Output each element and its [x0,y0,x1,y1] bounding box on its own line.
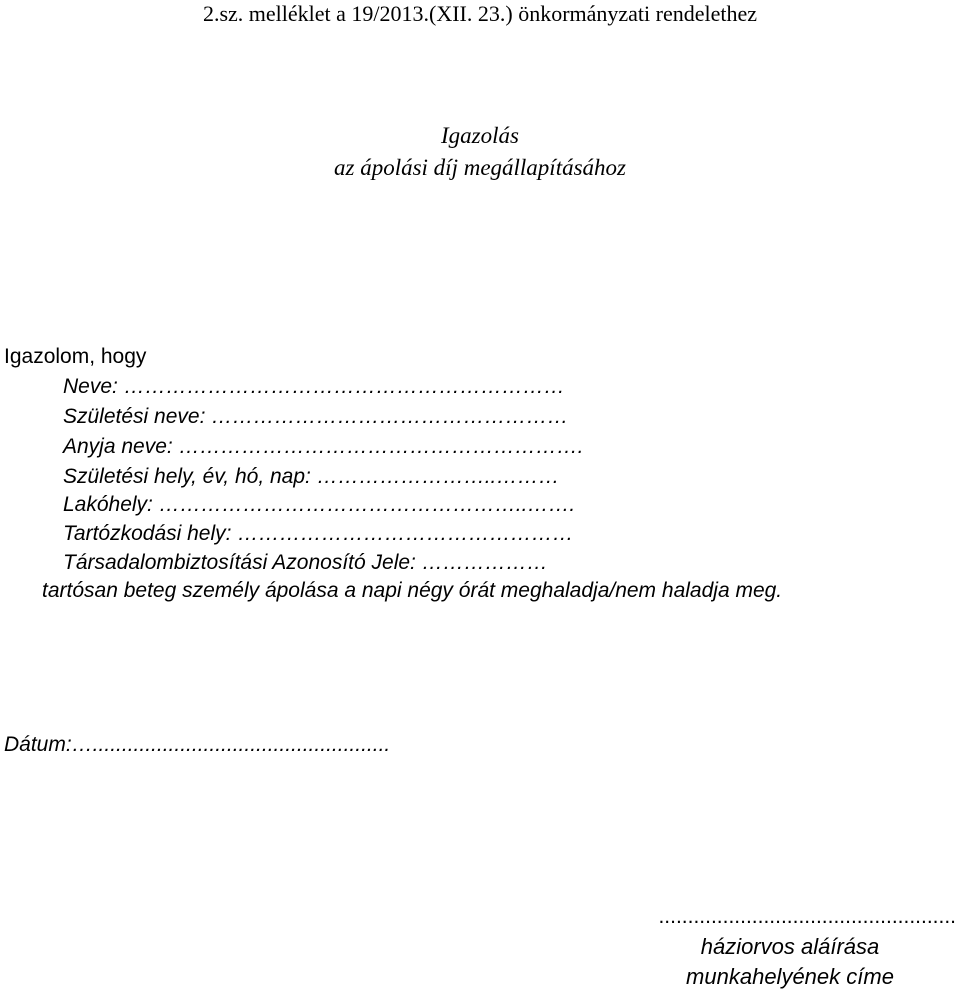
residence-field[interactable]: Lakóhely: ……………………………………………..……. [63,493,576,516]
mother-name-field[interactable]: Anyja neve: …………………………………………………. [63,435,584,458]
workplace-address-label: munkahelyének címe [686,964,894,989]
signature-label: háziorvos aláírása [700,934,880,959]
intro-text: Igazolom, hogy [4,345,147,368]
birth-name-field[interactable]: Születési neve: …………………………………………… [63,405,569,428]
temporary-residence-field[interactable]: Tartózkodási hely: ………………………………………… [63,522,574,545]
regulation-reference: 2.sz. melléklet a 19/2013.(XII. 23.) önkormányzati rendelethez [202,1,758,26]
social-security-id-field[interactable]: Társadalombiztosítási Azonosító Jele: ……………… [63,551,548,574]
birth-place-date-field[interactable]: Születési hely, év, hó, nap: ……………………..……… [63,465,560,488]
document-subtitle: az ápolási díj megállapításához [334,155,626,180]
signature-block [620,906,960,992]
signature-field[interactable]: ................................................... [658,905,956,928]
care-statement: tartósan beteg személy ápolása a napi négy órát meghaladja/nem haladja meg. [42,579,783,602]
document-title: Igazolás [441,123,519,148]
name-field[interactable]: Neve: ……………………………………………………… [63,375,565,398]
date-field[interactable]: Dátum:…................................................... [4,733,391,756]
